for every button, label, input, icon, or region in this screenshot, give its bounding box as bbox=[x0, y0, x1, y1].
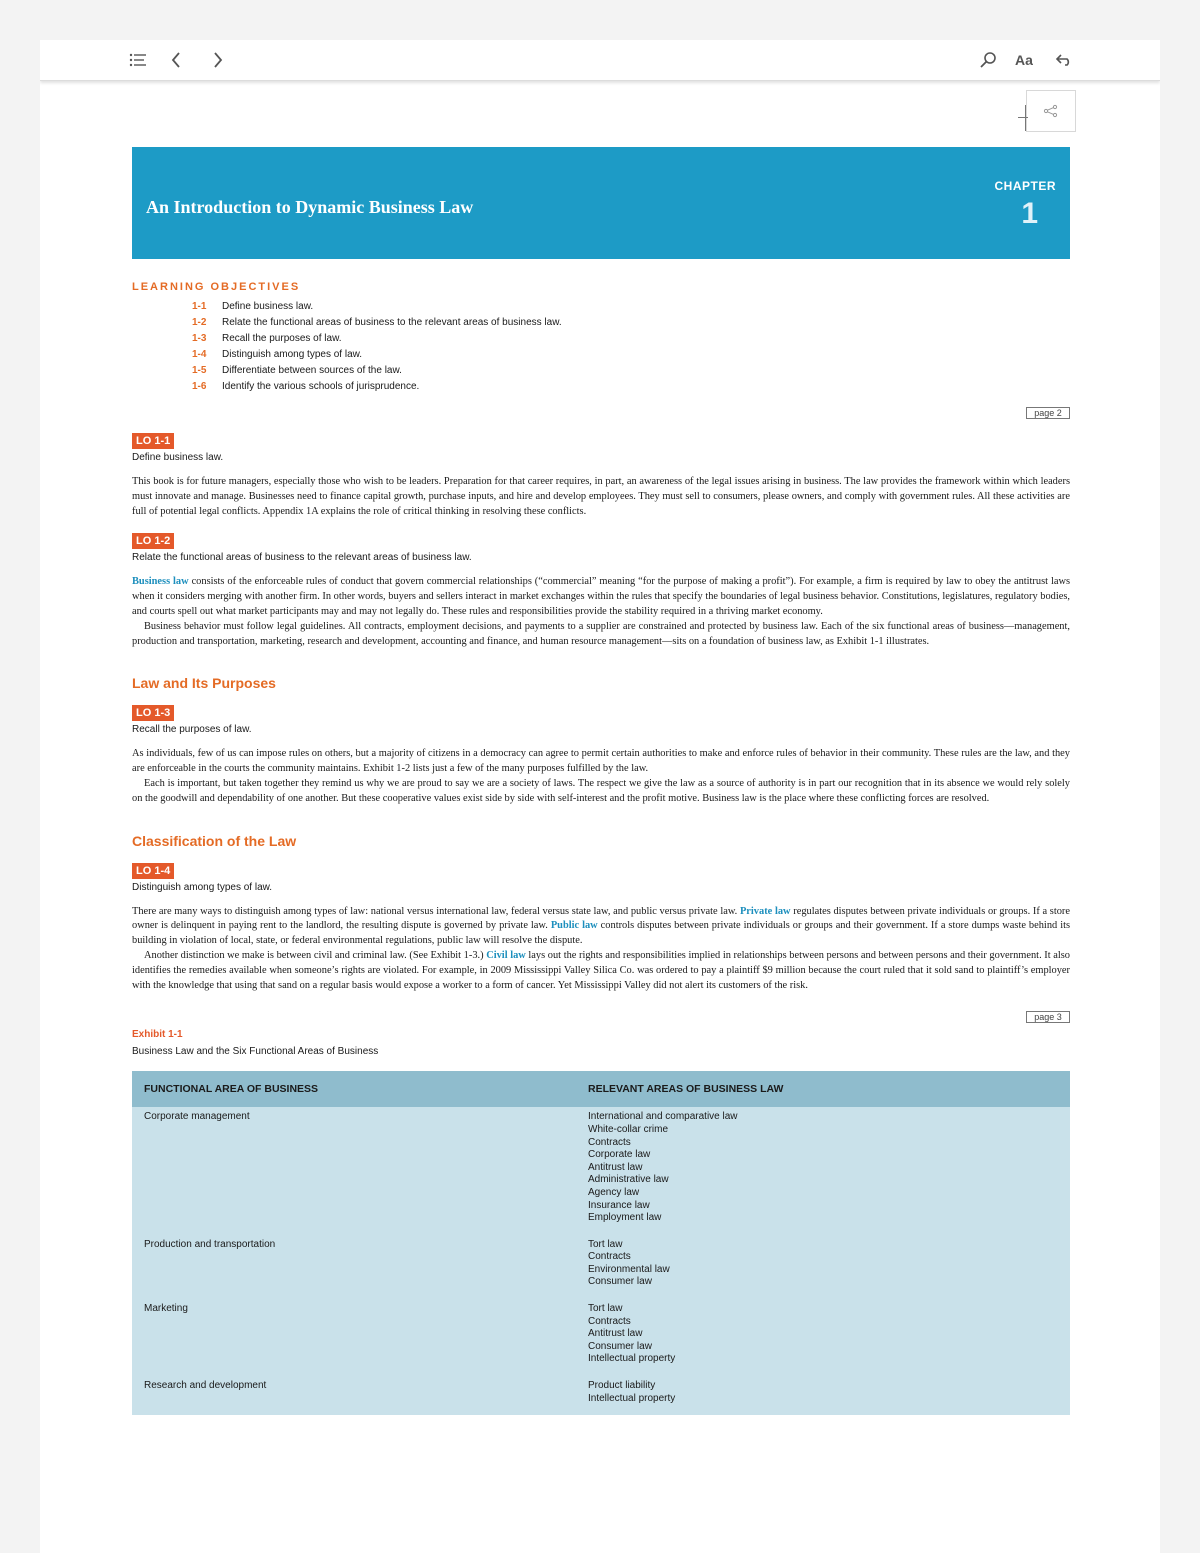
exhibit-table bbox=[132, 1071, 1070, 1415]
exhibit-table-body bbox=[132, 1107, 1070, 1415]
objective-item: 1-1 Define business law. bbox=[192, 301, 314, 312]
paragraph: Business behavior must follow legal guidelines. All contracts, employment decisions, and payments to a supplier are constrained and protected by business law. Each of the six functional areas of business—management, production and transportation, marketing, research and development, accounting and finance, and human resource management—sits on a foundation of business law, as Exhibit 1-1 illustrates. bbox=[132, 620, 1070, 647]
term-link-public-law[interactable]: Public law bbox=[550, 920, 598, 932]
paragraph: There are many ways to distinguish among types of law: national versus international law, federal versus state law, and public versus private law. Private law regulates disputes between private individuals or groups. If a store owner is delinquent in paying rent to the landlord, the resulting dispute is governed by private law. Public law controls disputes between private individuals or groups and their government. If a store dumps waste behind its building in violation of local, state, or federal environmental regulations, public law will resolve the dispute. bbox=[132, 905, 1071, 947]
paragraph: Business law consists of the enforceable rules of conduct that govern commercial relationships (“commercial” meaning “for the purpose of making a profit”). For example, a firm is required by law to obey the antitrust laws when it considers merging with another firm. In other words, buyers and sellers interact in market exchanges within the rules that specify the boundaries of legal business behavior. Constitutions, legislatures, regulatory bodies, and courts spell out what market participants may and may not legally do. These rules and responsibilities provide the stability required in a thriving market economy. bbox=[132, 576, 1070, 617]
law-area-item: Antitrust law bbox=[588, 1161, 643, 1173]
list-icon[interactable] bbox=[126, 48, 150, 72]
law-area-item: Environmental law bbox=[588, 1263, 670, 1275]
document-page bbox=[40, 40, 1160, 1553]
law-areas-cell bbox=[576, 1376, 1070, 1415]
law-area-item: White-collar crime bbox=[588, 1123, 669, 1135]
chapter-title: An Introduction to Dynamic Business Law bbox=[146, 197, 474, 217]
term-link-private-law[interactable]: Private law bbox=[739, 905, 791, 917]
law-area-item: Intellectual property bbox=[588, 1392, 676, 1404]
lo-badge: LO 1-3 bbox=[132, 705, 174, 721]
column-header: RELEVANT AREAS OF BUSINESS LAW bbox=[576, 1071, 1070, 1107]
chapter-banner bbox=[132, 147, 1070, 259]
chapter-content bbox=[132, 147, 1070, 1415]
column-header: FUNCTIONAL AREA OF BUSINESS bbox=[132, 1071, 576, 1107]
page-marker: page 3 bbox=[132, 1011, 1070, 1023]
search-icon[interactable] bbox=[976, 48, 1000, 72]
law-area-item: Contracts bbox=[588, 1136, 631, 1148]
paragraph: Another distinction we make is between civil and criminal law. (See Exhibit 1-3.) Civil law lays out the rights and responsibilities implied in relationships between persons and between persons and their government. It also identifies the remedies available when someone’s rights are violated. For example, in 2009 Mississippi Valley Silica Co. was ordered to pay a plaintiff $9 million because the court ruled that it sold sand to plaintiff’s employer with the knowledge that using that sand on a regular basis would expose a worker to a form of cancer. Yet Mississippi Valley did not alert its customers of the risk. bbox=[132, 949, 1070, 991]
objective-item: 1-5 Differentiate between sources of the law. bbox=[192, 365, 402, 376]
law-area-item: Administrative law bbox=[588, 1174, 669, 1186]
chapter-label: CHAPTER bbox=[994, 179, 1056, 193]
section-heading: Law and Its Purposes bbox=[132, 675, 276, 692]
law-areas-cell bbox=[576, 1299, 1070, 1376]
chevron-left-icon[interactable] bbox=[164, 48, 188, 72]
table-row bbox=[132, 1299, 1070, 1376]
objective-item: 1-6 Identify the various schools of jurisprudence. bbox=[192, 381, 420, 392]
learning-objectives-heading: LEARNING OBJECTIVES bbox=[132, 281, 301, 293]
law-area-item: Antitrust law bbox=[588, 1328, 643, 1340]
exhibit-label: Exhibit 1-1 bbox=[132, 1029, 183, 1041]
paragraph: This book is for future managers, especially those who wish to be leaders. Preparation for that career requires, in part, an awareness of the legal issues arising in business. The law provides the framework within which leaders must innovate and manage. Businesses need to finance capital growth, purchase inputs, and hire and develop employees. They must sell to consumers, please owners, and comply with government rules. All these activities are full of potential legal conflicts. Appendix 1A explains the role of critical thinking in resolving these conflicts. bbox=[132, 476, 1070, 517]
share-icon bbox=[1043, 104, 1059, 118]
table-row bbox=[132, 1107, 1070, 1234]
back-arrow-icon[interactable] bbox=[1052, 48, 1076, 72]
functional-area-cell: Production and transportation bbox=[132, 1235, 576, 1299]
objective-item: 1-2 Relate the functional areas of business to the relevant areas of business law. bbox=[192, 317, 562, 328]
term-link-civil-law[interactable]: Civil law bbox=[486, 949, 526, 961]
law-area-item: Consumer law bbox=[588, 1340, 652, 1352]
law-area-item: Corporate law bbox=[588, 1149, 651, 1161]
chevron-right-icon[interactable] bbox=[206, 48, 230, 72]
page-marker: page 2 bbox=[132, 407, 1070, 419]
text-size-icon[interactable]: Aa bbox=[1015, 52, 1033, 68]
law-area-item: Employment law bbox=[588, 1212, 662, 1224]
lo-description: Relate the functional areas of business to the relevant areas of business law. bbox=[132, 552, 472, 564]
law-area-item: International and comparative law bbox=[588, 1111, 738, 1123]
law-areas-cell bbox=[576, 1235, 1070, 1299]
page-thumbnail[interactable] bbox=[1026, 90, 1076, 132]
learning-objectives-list bbox=[192, 299, 1070, 395]
functional-area-cell: Corporate management bbox=[132, 1107, 576, 1234]
law-area-item: Tort law bbox=[588, 1303, 623, 1315]
section-heading: Classification of the Law bbox=[132, 832, 297, 849]
lo-description: Distinguish among types of law. bbox=[132, 881, 273, 893]
lo-description: Recall the purposes of law. bbox=[132, 724, 252, 736]
exhibit-caption: Business Law and the Six Functional Areas of Business bbox=[132, 1046, 379, 1058]
paragraph: Each is important, but taken together they remind us why we are proud to say we are a society of laws. The respect we give the law as a source of authority is in part our recognition that in its absence we would rely solely on the goodwill and dependability of one another. But these cooperative values exist side by side with self-interest and the profit motive. Business law is the place where these conflicting forces are resolved. bbox=[132, 777, 1070, 804]
paragraph: As individuals, few of us can impose rules on others, but a majority of citizens in a democracy can agree to permit certain authorities to make and enforce rules of behavior in their community. These rules are the law, and they are enforceable in the courts the community maintains. Exhibit 1-2 lists just a few of the many purposes fulfilled by the law. bbox=[132, 748, 1070, 775]
lo-description: Define business law. bbox=[132, 452, 224, 463]
table-row bbox=[132, 1235, 1070, 1299]
law-area-item: Product liability bbox=[588, 1380, 656, 1392]
law-areas-cell bbox=[576, 1107, 1070, 1234]
lo-badge: LO 1-1 bbox=[132, 433, 174, 449]
functional-area-cell: Marketing bbox=[132, 1299, 576, 1376]
lo-badge: LO 1-4 bbox=[132, 863, 174, 879]
objective-item: 1-4 Distinguish among types of law. bbox=[192, 349, 363, 360]
reader-toolbar bbox=[40, 40, 1160, 81]
law-area-item: Intellectual property bbox=[588, 1353, 676, 1365]
chapter-number: 1 bbox=[1021, 197, 1038, 230]
lo-badge: LO 1-2 bbox=[132, 533, 174, 549]
term-link-business-law[interactable]: Business law bbox=[132, 576, 189, 588]
law-area-item: Contracts bbox=[588, 1251, 631, 1263]
table-row bbox=[132, 1376, 1070, 1415]
law-area-item: Consumer law bbox=[588, 1276, 652, 1288]
objective-item: 1-3 Recall the purposes of law. bbox=[192, 333, 342, 344]
law-area-item: Agency law bbox=[588, 1186, 640, 1198]
functional-area-cell: Research and development bbox=[132, 1376, 576, 1415]
law-area-item: Tort law bbox=[588, 1238, 623, 1250]
law-area-item: Insurance law bbox=[588, 1199, 650, 1211]
law-area-item: Contracts bbox=[588, 1315, 631, 1327]
